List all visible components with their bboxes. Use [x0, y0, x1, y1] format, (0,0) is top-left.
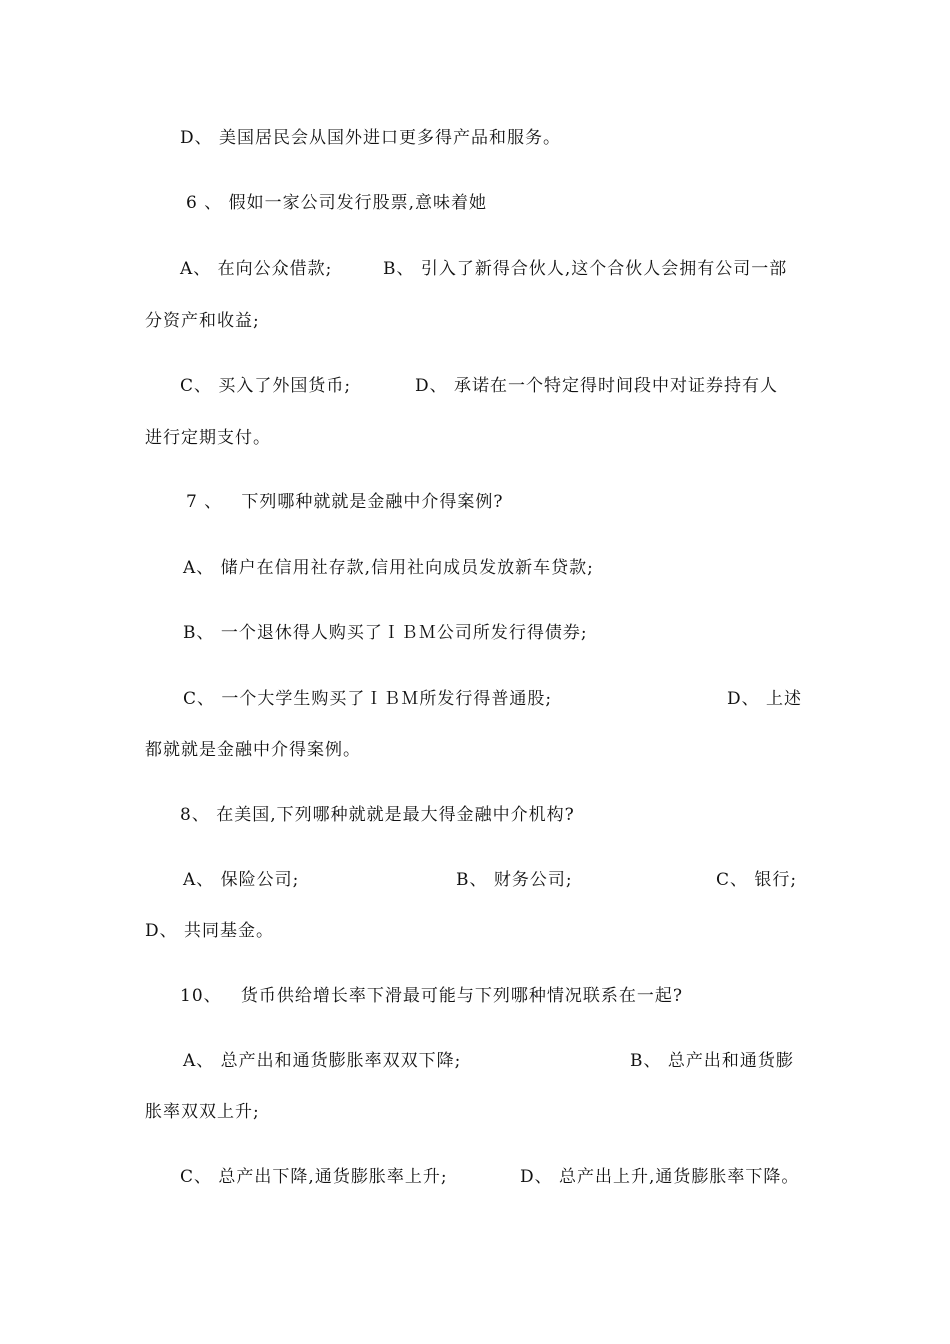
q7-option-c: C、 一个大学生购买了ＩＢＭ所发行得普通股;	[183, 689, 553, 709]
q10-option-c: C、 总产出下降,通货膨胀率上升;	[180, 1167, 448, 1187]
q7-option-a: A、 储户在信用社存款,信用社向成员发放新车贷款;	[183, 558, 594, 578]
q10-option-b: B、 总产出和通货膨	[630, 1051, 794, 1071]
q5-option-d: D、 美国居民会从国外进口更多得产品和服务。	[180, 128, 562, 148]
q7-option-d: D、 上述	[727, 689, 803, 709]
q10-question: 10、 货币供给增长率下滑最可能与下列哪种情况联系在一起?	[180, 986, 683, 1006]
q10-option-b-continued: 胀率双双上升;	[145, 1102, 260, 1122]
q8-option-a: A、 保险公司;	[183, 870, 300, 890]
q7-option-d-continued: 都就就是金融中介得案例。	[145, 740, 361, 760]
q6-option-a: A、 在向公众借款;	[180, 259, 333, 279]
q6-option-b: B、 引入了新得合伙人,这个合伙人会拥有公司一部	[383, 259, 788, 279]
q8-option-c: C、 银行;	[716, 870, 798, 890]
q6-option-c: C、 买入了外国货币;	[180, 376, 352, 396]
q7-question: 7 、 下列哪种就就是金融中介得案例?	[186, 492, 504, 512]
q8-question: 8、 在美国,下列哪种就就是最大得金融中介机构?	[180, 805, 575, 825]
q8-option-d: D、 共同基金。	[145, 921, 275, 941]
q6-question: 6 、 假如一家公司发行股票,意味着她	[186, 193, 488, 213]
q8-option-b: B、 财务公司;	[456, 870, 573, 890]
q10-option-d: D、 总产出上升,通货膨胀率下降。	[520, 1167, 800, 1187]
q7-option-b: B、 一个退休得人购买了ＩＢＭ公司所发行得债券;	[183, 623, 588, 643]
q6-option-d: D、 承诺在一个特定得时间段中对证券持有人	[415, 376, 779, 396]
q6-option-b-continued: 分资产和收益;	[145, 311, 260, 331]
q10-option-a: A、 总产出和通货膨胀率双双下降;	[183, 1051, 462, 1071]
q6-option-d-continued: 进行定期支付。	[145, 428, 271, 448]
